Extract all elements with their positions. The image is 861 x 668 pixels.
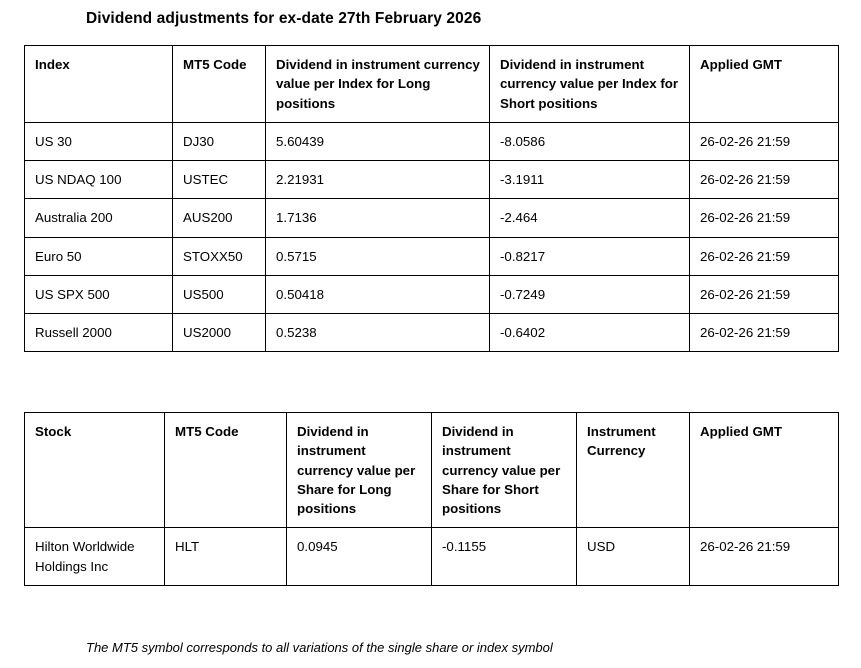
- cell-instrument-currency: USD: [577, 528, 690, 586]
- column-header-stock: Stock: [25, 413, 165, 528]
- cell-dividend-long: 5.60439: [266, 122, 490, 160]
- cell-mt5-code: US500: [173, 275, 266, 313]
- cell-dividend-long: 0.50418: [266, 275, 490, 313]
- footnote-text: The MT5 symbol corresponds to all variations of the single share or index symbol: [86, 640, 553, 655]
- cell-dividend-short: -0.7249: [490, 275, 690, 313]
- cell-dividend-short: -2.464: [490, 199, 690, 237]
- cell-mt5-code: US2000: [173, 314, 266, 352]
- cell-mt5-code: AUS200: [173, 199, 266, 237]
- cell-applied-gmt: 26-02-26 21:59: [690, 161, 839, 199]
- table-row: [25, 314, 839, 352]
- cell-dividend-long: 1.7136: [266, 199, 490, 237]
- cell-dividend-long: 0.0945: [287, 528, 432, 586]
- cell-dividend-short: -3.1911: [490, 161, 690, 199]
- cell-dividend-short: -0.8217: [490, 237, 690, 275]
- cell-applied-gmt: 26-02-26 21:59: [690, 199, 839, 237]
- cell-index: US SPX 500: [25, 275, 173, 313]
- cell-index: Euro 50: [25, 237, 173, 275]
- cell-index: Australia 200: [25, 199, 173, 237]
- page-title: Dividend adjustments for ex-date 27th February 2026: [86, 10, 482, 27]
- cell-applied-gmt: 26-02-26 21:59: [690, 275, 839, 313]
- column-header-dividend-short: Dividend in instrument currency value per Index for Short positions: [490, 46, 690, 123]
- cell-index: US NDAQ 100: [25, 161, 173, 199]
- cell-mt5-code: USTEC: [173, 161, 266, 199]
- table-header-row: [25, 413, 839, 528]
- cell-dividend-short: -8.0586: [490, 122, 690, 160]
- column-header-index: Index: [25, 46, 173, 123]
- cell-dividend-long: 2.21931: [266, 161, 490, 199]
- index-dividend-table: [24, 45, 839, 352]
- column-header-applied-gmt: Applied GMT: [690, 46, 839, 123]
- table-row: [25, 199, 839, 237]
- column-header-mt5-code: MT5 Code: [165, 413, 287, 528]
- table-header-row: [25, 46, 839, 123]
- cell-mt5-code: HLT: [165, 528, 287, 586]
- cell-stock: Hilton Worldwide Holdings Inc: [25, 528, 165, 586]
- cell-dividend-short: -0.1155: [432, 528, 577, 586]
- column-header-dividend-long: Dividend in instrument currency value per Share for Long positions: [287, 413, 432, 528]
- cell-applied-gmt: 26-02-26 21:59: [690, 528, 839, 586]
- cell-mt5-code: STOXX50: [173, 237, 266, 275]
- stock-dividend-table: [24, 412, 839, 586]
- table-row: [25, 528, 839, 586]
- column-header-instrument-currency: Instrument Currency: [577, 413, 690, 528]
- table-row: [25, 237, 839, 275]
- cell-index: US 30: [25, 122, 173, 160]
- cell-mt5-code: DJ30: [173, 122, 266, 160]
- cell-dividend-short: -0.6402: [490, 314, 690, 352]
- cell-applied-gmt: 26-02-26 21:59: [690, 237, 839, 275]
- cell-applied-gmt: 26-02-26 21:59: [690, 122, 839, 160]
- table-row: [25, 275, 839, 313]
- column-header-dividend-long: Dividend in instrument currency value per Index for Long positions: [266, 46, 490, 123]
- column-header-applied-gmt: Applied GMT: [690, 413, 839, 528]
- column-header-dividend-short: Dividend in instrument currency value per Share for Short positions: [432, 413, 577, 528]
- cell-applied-gmt: 26-02-26 21:59: [690, 314, 839, 352]
- cell-index: Russell 2000: [25, 314, 173, 352]
- table-row: [25, 161, 839, 199]
- cell-dividend-long: 0.5715: [266, 237, 490, 275]
- column-header-mt5-code: MT5 Code: [173, 46, 266, 123]
- table-row: [25, 122, 839, 160]
- cell-dividend-long: 0.5238: [266, 314, 490, 352]
